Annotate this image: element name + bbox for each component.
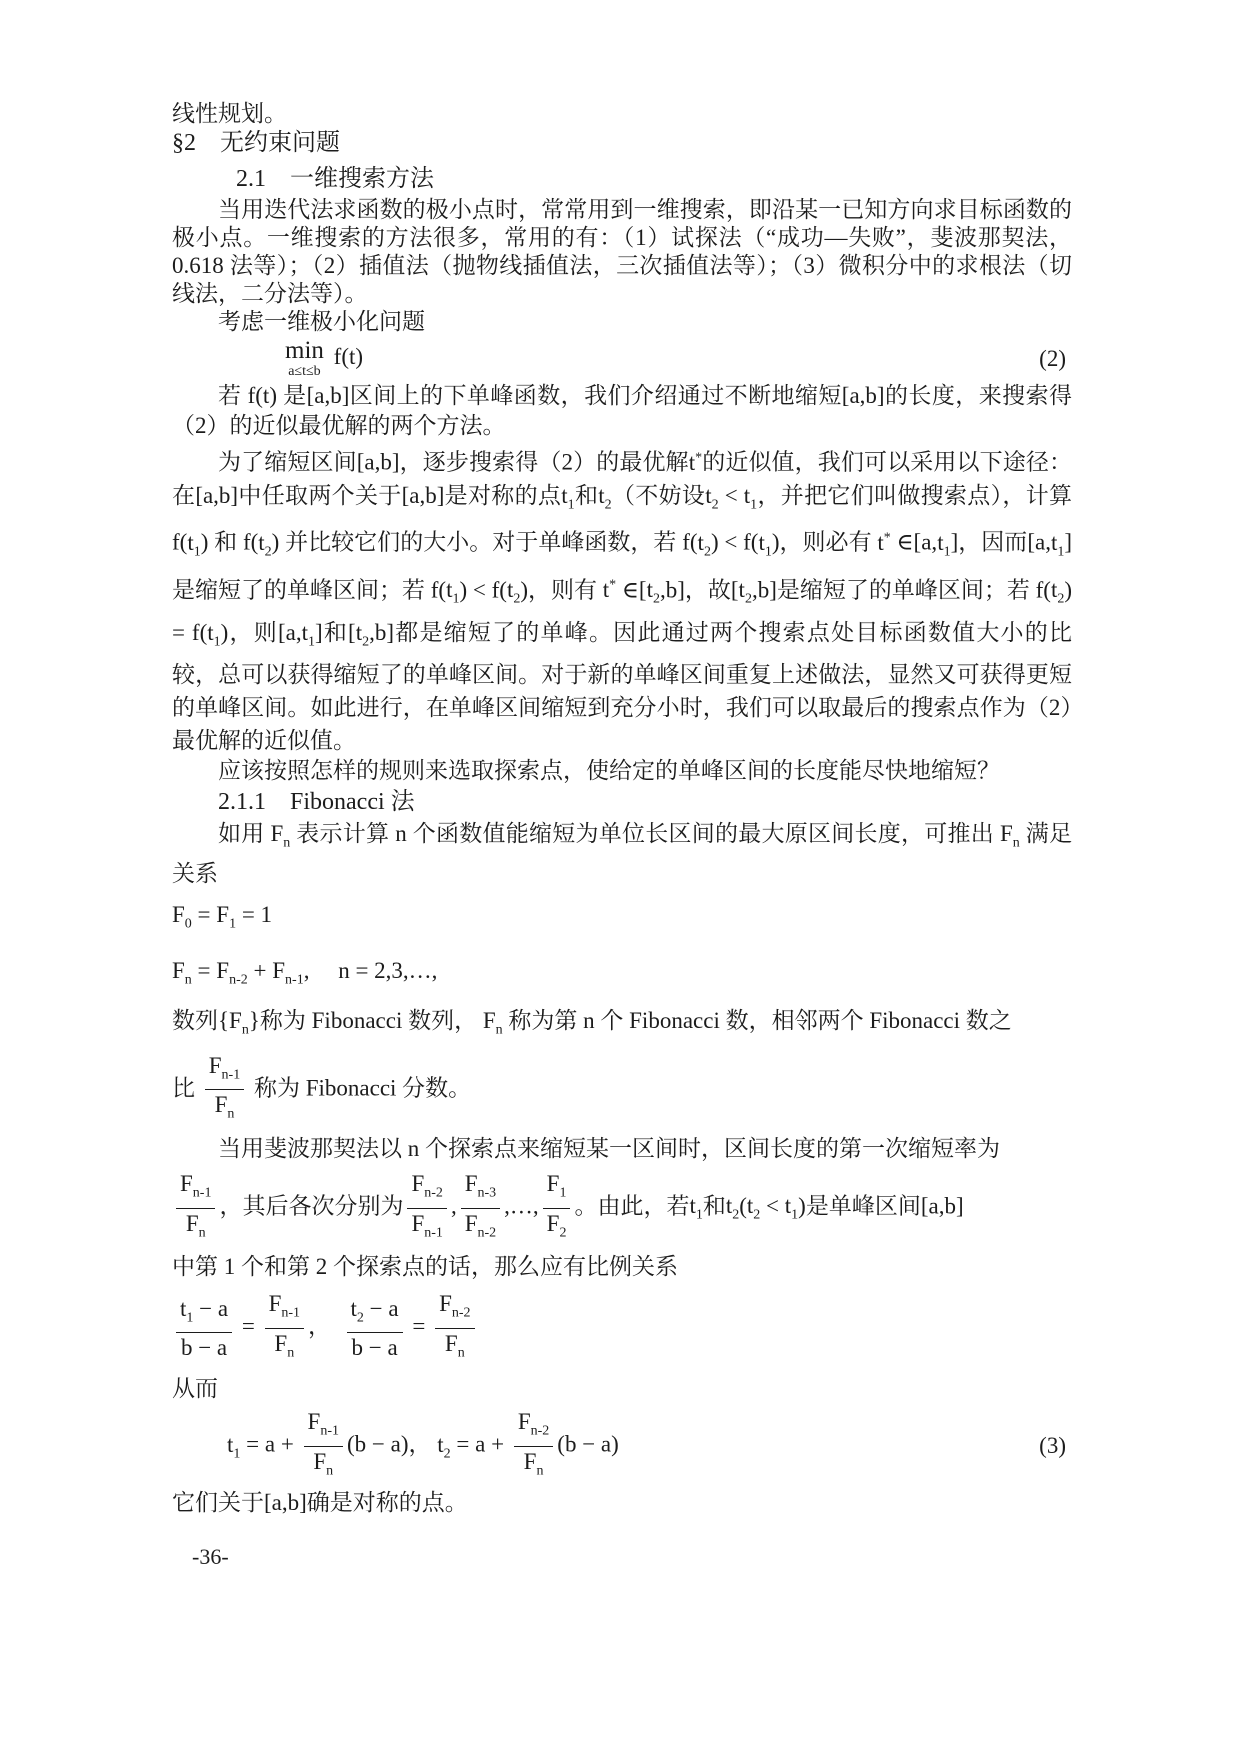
equation-3-formula: $t_1 = a$ + $\frac{F_{n-1}}{F_n}$ (b − a)， $t_2 = a$ + $\frac{F_{n-2}}{F_n}$ (b − a): [227, 1409, 619, 1479]
paragraph-fibonacci-sequence: 数列$\{F_n\}$称为 Fibonacci 数列， $F_n$ 称为第 n 个 Fibonacci 数，相邻两个 Fibonacci 数之: [172, 1008, 1012, 1038]
equation-2: [172, 338, 1072, 379]
paragraph-fibonacci-define: 如用 $F_n$ 表示计算 n 个函数值能缩短为单位长区间的最大原区间长度，可推出 $F_n$ 满足关系: [172, 821, 1073, 886]
equation-2-formula: min a≤t≤b f(t): [285, 337, 364, 379]
paragraph-consider-minimization: 考虑一维极小化问题: [218, 309, 425, 334]
paragraph-unimodal-function: 若 f(t) 是[a,b]区间上的下单峰函数，我们介绍通过不断地缩短[a,b]的长度，来搜索得（2）的近似最优解的两个方法。: [172, 383, 1072, 438]
paragraph-rule-question: 应该按照怎样的规则来选取探索点，使给定的单峰区间的长度能尽快地缩短？: [218, 758, 1000, 784]
paragraph-shortening-ratios: $\frac{F_{n-1}}{F_n}$ ，其后各次分别为 $\frac{F_{n-2}}{F_{n-1}}$ , $\frac{F_{n-3}}{F_{n-2}}$ ,…, $\frac{F_1}{F_2}$ 。由此，若$t_1$和$t_2(t_2 < t_1)$是单峰区间[a,b]: [172, 1168, 1072, 1248]
equation-proportion: $\frac{t_1 - a}{b - a}$ = $\frac{F_{n-1}}{F_n}$ ， $\frac{t_2 - a}{b - a}$ = $\frac{F_{n-2}}{F_n}$: [172, 1288, 1072, 1368]
section-2-1-heading: 2.1 一维搜索方法: [236, 166, 434, 192]
page-number: -36-: [192, 1544, 229, 1570]
paragraph-search-methods: 当用迭代法求函数的极小点时，常常用到一维搜索，即沿某一已知方向求目标函数的极小点。一维搜索的方法很多，常用的有：（1）试探法（“成功—失败”，斐波那契法，0.618 法等）；（2）插值法（抛物线插值法，三次插值法等）；（3）微积分中的求根法（切线法，二分法等）。: [172, 197, 1072, 306]
opening-line: 线性规划。: [172, 101, 287, 126]
equation-f0-f1: $F_0 = F_1 = 1$: [172, 901, 273, 932]
paragraph-proportion-intro: 中第 1 个和第 2 个探索点的话，那么应有比例关系: [172, 1254, 678, 1280]
equation-fn-recurrence: $F_n = F_{n-2} + F_{n-1}$, n = 2,3,…,: [172, 957, 438, 988]
paragraph-fibonacci-usage: 当用斐波那契法以 n 个探索点来缩短某一区间时，区间长度的第一次缩短率为: [218, 1135, 1000, 1161]
paragraph-fibonacci-fraction: 比 $\frac{F_{n-1}}{F_n}$ 称为 Fibonacci 分数。: [172, 1052, 472, 1122]
page-content: [172, 100, 1072, 1592]
equation-2-label: (2): [1039, 345, 1066, 371]
section-2-heading: §2 无约束问题: [172, 130, 340, 156]
paragraph-shorten-interval: 为了缩短区间[a,b]，逐步搜索得（2）的最优解t*的近似值，我们可以采用以下途径：在[a,b]中任取两个关于[a,b]是对称的点$t_1$和$t_2$（不妨设$t_2 < t_1$，并把它们叫做搜索点），计算 $f(t_1)$ 和 $f(t_2)$ 并比较它们的大小。对于单峰函数，若 $f(t_2) < f(t_1)$，则必有 t* $\in[a,t_1]$，因而$[a,t_1]$是缩短了的单峰区间；若 $f(t_1) < f(t_2)$，则有 t* $\in[t_2,b]$，故$[t_2,b]$是缩短了的单峰区间；若 $f(t_2) = f(t_1)$，则$[a,t_1]$和$[t_2,b]$都是缩短了的单峰。因此通过两个搜索点处目标函数值大小的比较，总可以获得缩短了的单峰区间。对于新的单峰区间重复上述做法，显然又可获得更短的单峰区间。如此进行，在单峰区间缩短到充分小时，我们可以取最后的搜索点作为（2）最优解的近似值。: [172, 449, 1073, 754]
section-2-1-1-heading: 2.1.1 Fibonacci 法: [218, 789, 415, 816]
equation-3-label: (3): [1039, 1433, 1066, 1459]
paragraph-symmetric-points: 它们关于[a,b]确是对称的点。: [172, 1490, 468, 1516]
paragraph-thus: 从而: [172, 1376, 218, 1402]
equation-3: [172, 1406, 1072, 1486]
